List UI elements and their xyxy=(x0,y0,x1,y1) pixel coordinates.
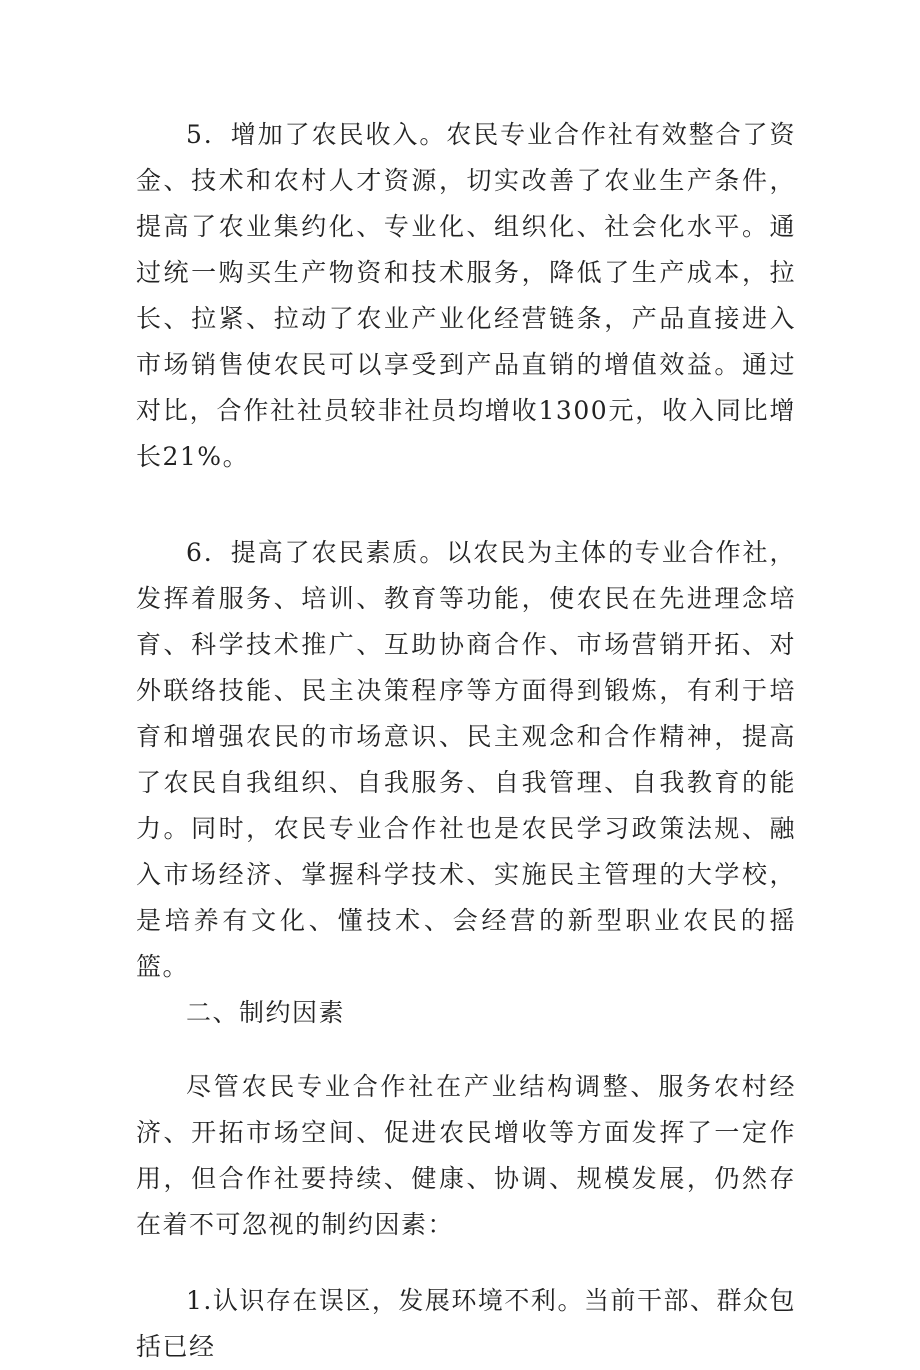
document-body xyxy=(136,112,796,1370)
paragraph-farmer-quality: 6．提高了农民素质。以农民为主体的专业合作社，发挥着服务、培训、教育等功能，使农民在先进理念培育、科学技术推广、互助协商合作、市场营销开拓、对外联络技能、民主决策程序等方面得到锻炼，有利于培育和增强农民的市场意识、民主观念和合作精神，提高了农民自我组织、自我服务、自我管理、自我教育的能力。同时，农民专业合作社也是农民学习政策法规、融入市场经济、掌握科学技术、实施民主管理的大学校，是培养有文化、懂技术、会经营的新型职业农民的摇篮。 xyxy=(136,538,796,981)
paragraph-farmer-income: 5．增加了农民收入。农民专业合作社有效整合了资金、技术和农村人才资源，切实改善了农业生产条件，提高了农业集约化、专业化、组织化、社会化水平。通过统一购买生产物资和技术服务，降低了生产成本，拉长、拉紧、拉动了农业产业化经营链条，产品直接进入市场销售使农民可以享受到产品直销的增值效益。通过对比，合作社社员较非社员均增收1300元，收入同比增长21%。 xyxy=(136,120,796,471)
paragraph-constraints-intro: 尽管农民专业合作社在产业结构调整、服务农村经济、开拓市场空间、促进农民增收等方面发挥了一定作用，但合作社要持续、健康、协调、规模发展，仍然存在着不可忽视的制约因素： xyxy=(136,1072,796,1239)
paragraph-constraint-1: 1.认识存在误区，发展环境不利。当前干部、群众包括已经 xyxy=(136,1286,796,1361)
section-heading-constraints: 二、制约因素 xyxy=(186,998,346,1027)
